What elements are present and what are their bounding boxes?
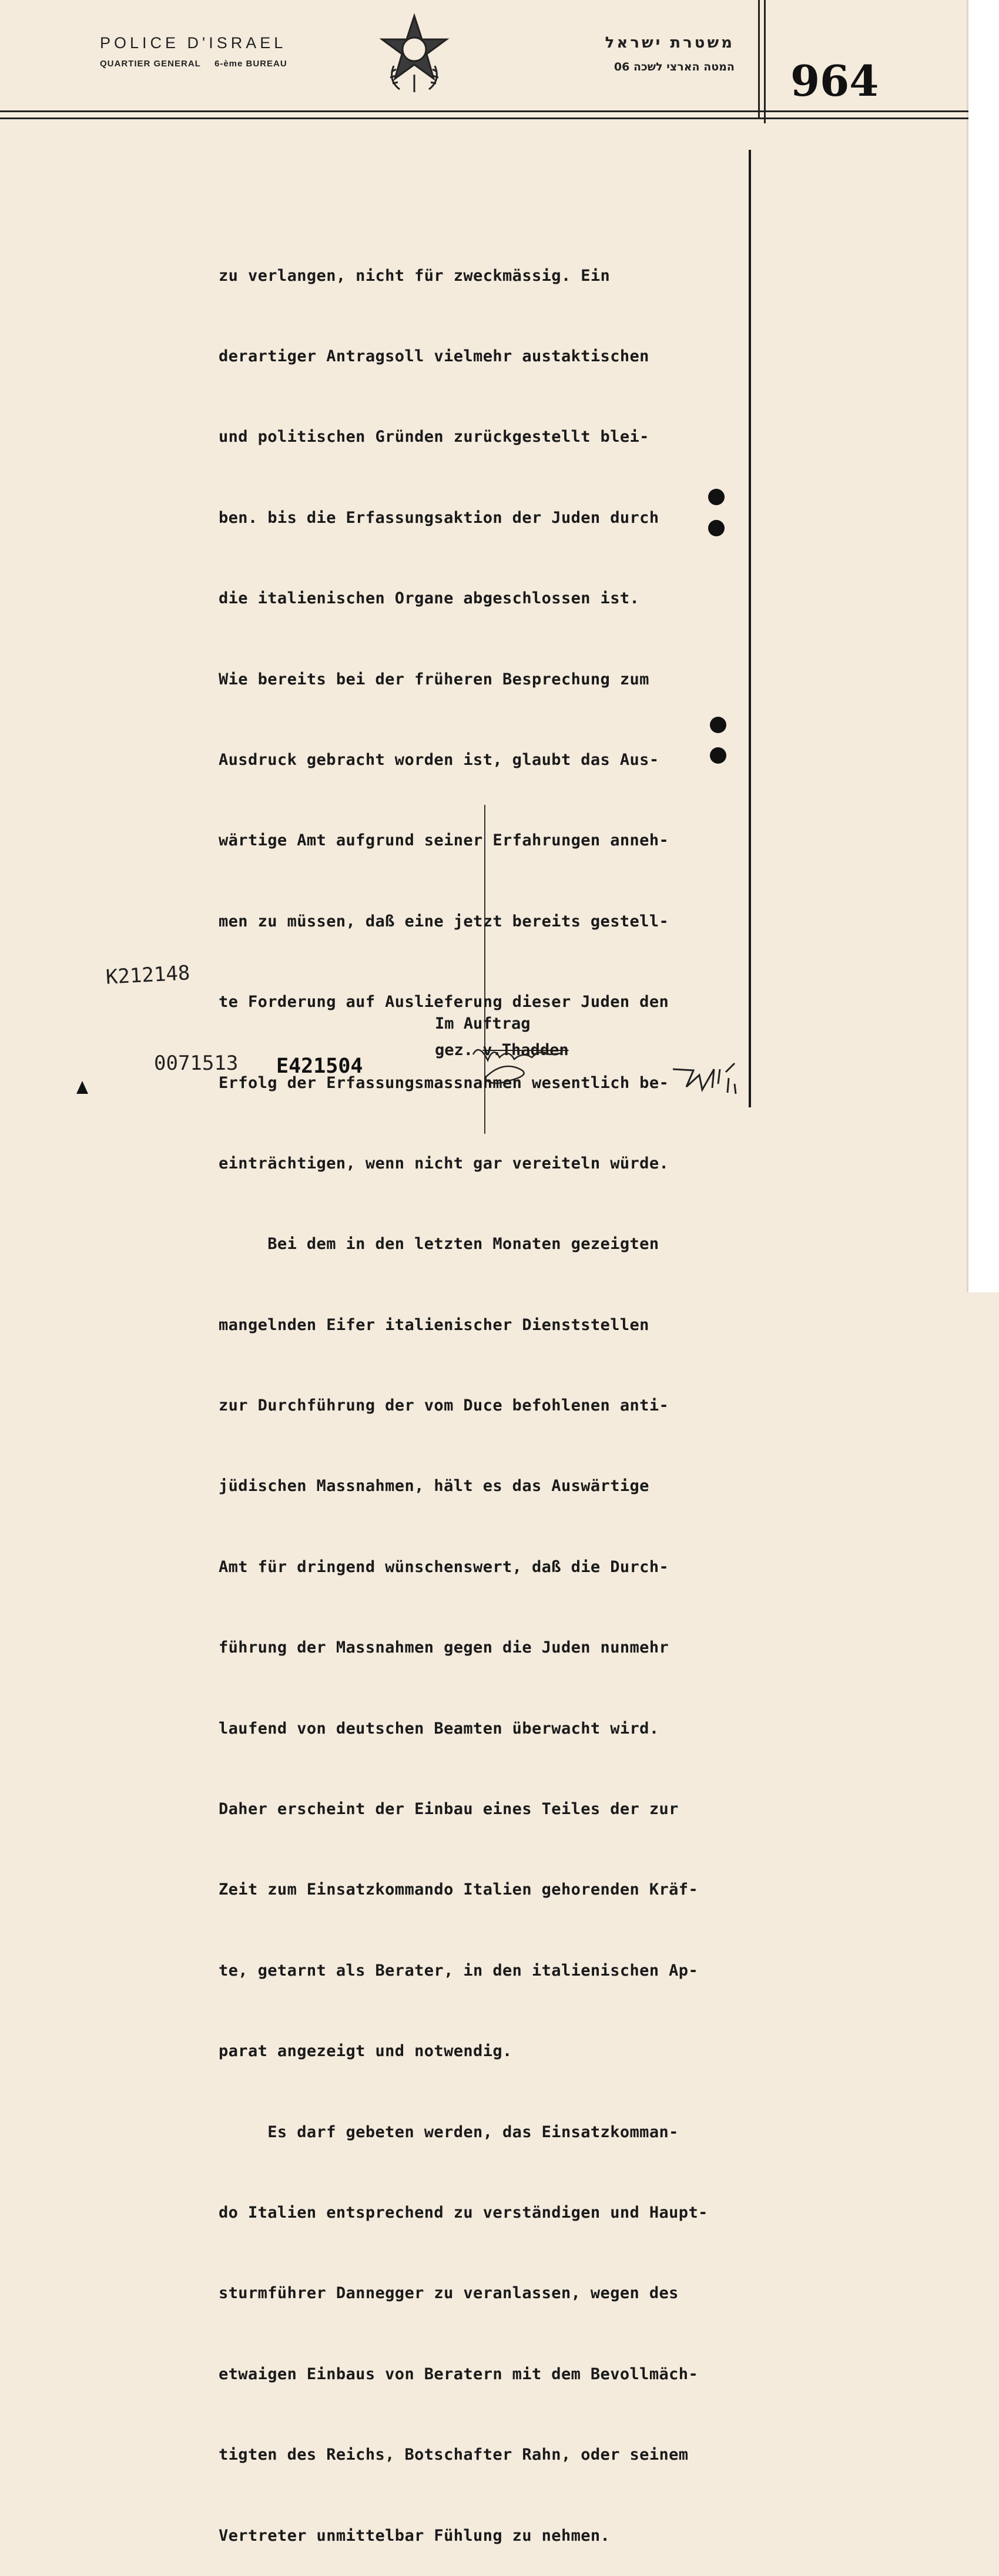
body-line: Wie bereits bei der früheren Besprechung zum [219,670,649,688]
header-divider [758,0,760,117]
letterhead [0,0,968,126]
header-divider [764,0,766,123]
body-line: jüdischen Massnahmen, hält es das Auswärtige [219,1477,649,1496]
body-line: führung der Massnahmen gegen die Juden nunmehr [219,1638,669,1657]
body-line: mangelnden Eifer italienischer Dienststellen [219,1315,649,1334]
body-line: etwaigen Einbaus von Beratern mit dem Bevollmäch- [219,2365,699,2383]
body-line: Zeit zum Einsatzkommando Italien gehorenden Kräf- [219,1880,699,1899]
page-edge-shadow [967,0,968,1292]
body-line: einträchtigen, wenn nicht gar vereiteln würde. [219,1154,669,1173]
header-rule [0,110,968,112]
body-line: Bei dem in den letzten Monaten gezeigten [219,1235,659,1254]
body-line: zur Durchführung der vom Duce befohlenen anti- [219,1396,669,1415]
letter-body [219,209,747,2576]
page-edge [968,0,999,1292]
body-line: und politischen Gründen zurückgestellt blei- [219,428,649,446]
body-line: zu verlangen, nicht für zweckmässig. Ein [219,266,611,285]
archive-number-k: K212148 [105,961,191,989]
french-subtitle-right: 6-ème BUREAU [214,59,287,69]
body-line: do Italien entsprechend zu verständigen und Haupt- [219,2203,708,2222]
body-line: men zu müssen, daß eine jetzt bereits gestell- [219,912,669,931]
margin-rule [749,150,751,1107]
body-line: die italienischen Organe abgeschlossen ist. [219,589,640,608]
body-line: te, getarnt als Berater, in den italienischen Ap- [219,1961,699,1980]
body-line: Erfolg der Erfassungsmassnahmen wesentlich be- [219,1073,669,1092]
archive-number-bottom-right: E421504 [276,1054,363,1078]
body-line: Vertreter unmittelbar Fühlung zu nehmen. [219,2526,611,2545]
body-line: wärtige Amt aufgrund seiner Erfahrungen anneh- [219,831,669,850]
body-line: parat angezeigt und notwendig. [219,2042,512,2061]
header-rule [0,117,968,119]
handwritten-signature [467,1037,573,1090]
signature-name: v.Thadden [482,1041,569,1059]
body-line: ben. bis die Erfassungsaktion der Juden durch [219,508,659,527]
body-line: Amt für dringend wünschenswert, daß die Durch- [219,1557,669,1576]
archive-number-bottom-left: 0071513 [154,1052,239,1075]
body-line: laufend von deutschen Beamten überwacht wird. [219,1719,659,1738]
body-line: Daher erscheint der Einbau eines Teiles der zur [219,1800,679,1819]
french-title: POLICE D'ISRAEL [100,34,287,52]
document-number: 964 [790,56,879,106]
body-line: tigten des Reichs, Botschafter Rahn, oder seinem [219,2446,689,2464]
french-subtitle-left: QUARTIER GENERAL [100,59,201,69]
body-line: te Forderung auf Auslieferung dieser Juden den [219,993,669,1012]
body-line: derartiger Antragsoll vielmehr austaktischen [219,347,649,365]
handwritten-initials [670,1052,746,1104]
hebrew-subtitle: המטה הארצי לשכה 06 [614,61,735,73]
hebrew-title: משטרת ישראל [605,34,735,52]
signature-line: Im Auftrag [435,1015,531,1033]
signature-prefix: gez. [435,1041,483,1059]
police-star-emblem-icon [376,13,452,95]
body-line: Ausdruck gebracht worden ist, glaubt das Aus- [219,750,659,769]
corner-mark-icon [76,1081,88,1094]
body-line: Es darf gebeten werden, das Einsatzkomman- [219,2122,679,2141]
body-line: sturmführer Dannegger zu veranlassen, wegen des [219,2284,679,2303]
